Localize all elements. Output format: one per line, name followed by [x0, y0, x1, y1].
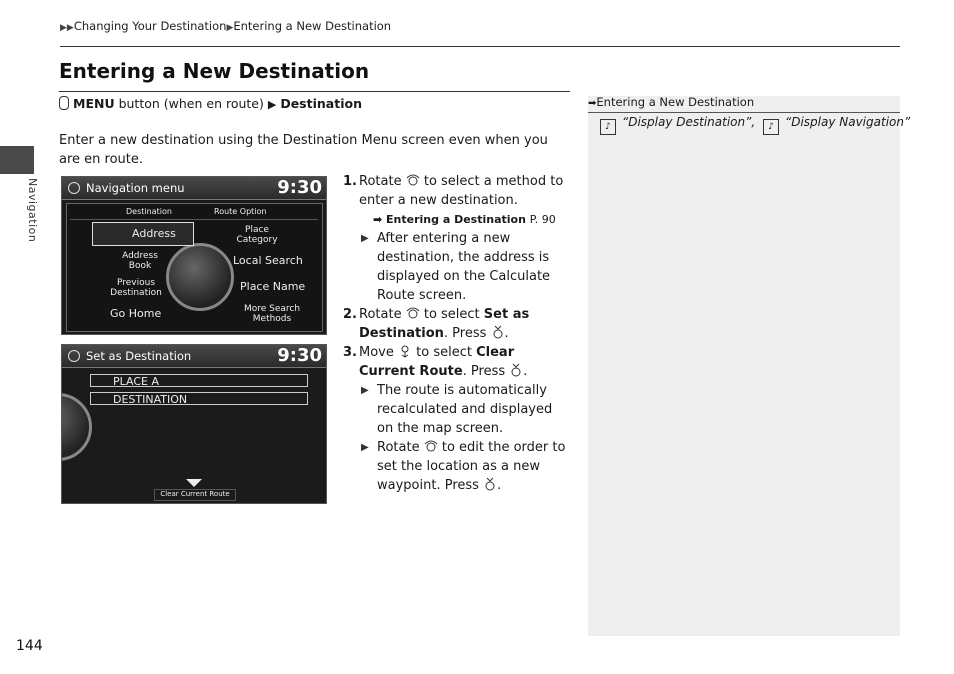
- step-text: . Press: [443, 326, 487, 341]
- step-text: Rotate: [359, 174, 402, 189]
- breadcrumb-item[interactable]: Changing Your Destination: [73, 19, 227, 33]
- cross-reference[interactable]: [359, 210, 571, 229]
- step-text: to select: [416, 345, 472, 360]
- arrow-icon: ▶: [226, 23, 234, 33]
- sidebar-heading: [588, 95, 754, 109]
- tab-route-option[interactable]: Route Option: [214, 207, 267, 216]
- press-knob-icon: [491, 325, 505, 339]
- screen-title: Navigation menu: [86, 181, 185, 195]
- note-text: After entering a new destination, the address is displayed on the Calculate Route screen.: [377, 231, 551, 303]
- option-go-home[interactable]: Go Home: [110, 307, 162, 320]
- option-address-book[interactable]: Address Book: [122, 251, 158, 271]
- step-note: [359, 229, 571, 305]
- voice-command-icon: ♪: [600, 119, 616, 135]
- xref-title[interactable]: Entering a Destination: [386, 213, 526, 226]
- press-knob-icon: [509, 363, 523, 377]
- arrow-icon: ▶: [267, 98, 277, 111]
- voice-commands: ♪ “Display Destination”, ♪ “Display Navigation”: [600, 115, 910, 135]
- link-arrow-icon: ➡: [373, 213, 387, 226]
- intro-paragraph: Enter a new destination using the Destination Menu screen even when you are en route.: [59, 133, 548, 167]
- rotate-knob-icon: [406, 173, 420, 187]
- step-1: [343, 172, 571, 305]
- arrow-icon: ▶: [361, 233, 369, 244]
- home-icon: [68, 350, 80, 362]
- step-3: 3. Move to select Clear Current Route. Press . ▶ The route is automatically recalculated and displayed on the map screen. ▶ Rotate to edit the order to set the location as a new waypoint. Press .: [343, 343, 571, 495]
- link-arrow-icon: ➡: [588, 98, 597, 109]
- double-arrow-icon: ▶▶: [60, 23, 74, 33]
- set-as-destination-screenshot: [61, 344, 327, 504]
- voice-command-icon: ♪: [763, 119, 779, 135]
- breadcrumb-item[interactable]: Entering a New Destination: [233, 19, 392, 33]
- selector-knob-graphic: [166, 243, 234, 311]
- clear-current-route-button[interactable]: Clear Current Route: [154, 489, 236, 501]
- destination-row[interactable]: PLACE A: [90, 374, 308, 387]
- destination-row[interactable]: DESTINATION: [90, 392, 308, 405]
- menu-target: Destination: [280, 96, 362, 111]
- section-side-label: Navigation: [26, 178, 39, 243]
- home-button-icon: [59, 96, 69, 110]
- rotate-knob-icon: [424, 439, 438, 453]
- arrow-icon: ▶: [361, 442, 369, 453]
- header-divider: [60, 46, 900, 47]
- step-number: 2.: [343, 307, 357, 322]
- step-2: 2. Rotate to select Set as Destination. Press .: [343, 307, 530, 341]
- tab-bar: [70, 204, 318, 220]
- option-more-search-methods[interactable]: More Search Methods: [243, 304, 301, 324]
- step-text: . Press: [462, 364, 506, 379]
- step-note: ▶ Rotate to edit the order to set the location as a new waypoint. Press .: [361, 440, 566, 493]
- breadcrumb: [60, 19, 391, 33]
- home-icon: [68, 182, 80, 194]
- note-text: to edit the order to set the location as a new waypoint. Press: [377, 440, 566, 493]
- title-divider: [59, 91, 570, 92]
- screen-header: [62, 177, 326, 200]
- screen-header: [62, 345, 326, 368]
- screen-clock: 9:30: [277, 345, 322, 366]
- steps-list: [343, 172, 571, 495]
- menu-label: MENU: [73, 96, 115, 111]
- screen-title: Set as Destination: [86, 349, 192, 363]
- selector-knob-graphic: [61, 393, 92, 461]
- step-text: to select: [423, 307, 480, 322]
- step-note: [359, 381, 571, 438]
- step-text: Rotate: [359, 307, 402, 322]
- option-local-search[interactable]: Local Search: [233, 254, 303, 267]
- step-bold-term: Set as Destination: [359, 307, 530, 341]
- sidebar-heading-text[interactable]: Entering a New Destination: [596, 95, 755, 109]
- voice-command-text: “Display Destination”: [622, 115, 752, 129]
- move-knob-icon: [398, 344, 412, 358]
- option-place-category[interactable]: Place Category: [236, 225, 278, 245]
- tab-destination[interactable]: Destination: [126, 207, 172, 216]
- note-text: Rotate: [377, 440, 420, 455]
- section-tab-marker: [0, 146, 34, 174]
- step-number: 3.: [343, 345, 357, 360]
- step-bold-term: Clear Current Route: [359, 345, 515, 379]
- arrow-icon: ▶: [361, 385, 369, 396]
- step-number: 1.: [343, 174, 357, 189]
- sidebar-panel: [588, 96, 900, 636]
- voice-command-text: “Display Navigation”: [784, 115, 911, 129]
- menu-middle-text: button (when en route): [118, 96, 264, 111]
- menu-instruction: [59, 96, 362, 111]
- step-text: to select a method to enter a new destination.: [359, 174, 564, 208]
- xref-page[interactable]: P. 90: [529, 213, 556, 226]
- rotate-knob-icon: [406, 306, 420, 320]
- navigation-menu-screenshot: [61, 176, 327, 335]
- screen-clock: 9:30: [277, 177, 322, 198]
- step-text: Move: [359, 345, 394, 360]
- option-address[interactable]: Address: [132, 227, 176, 240]
- page-title: Entering a New Destination: [59, 59, 370, 83]
- sidebar-divider: [588, 112, 900, 113]
- press-knob-icon: [483, 477, 497, 491]
- chevron-down-icon: [186, 479, 202, 487]
- page-number: 144: [16, 638, 43, 654]
- option-previous-destination[interactable]: Previous Destination: [110, 278, 162, 298]
- option-place-name[interactable]: Place Name: [240, 280, 306, 293]
- note-text: The route is automatically recalculated and displayed on the map screen.: [377, 383, 553, 436]
